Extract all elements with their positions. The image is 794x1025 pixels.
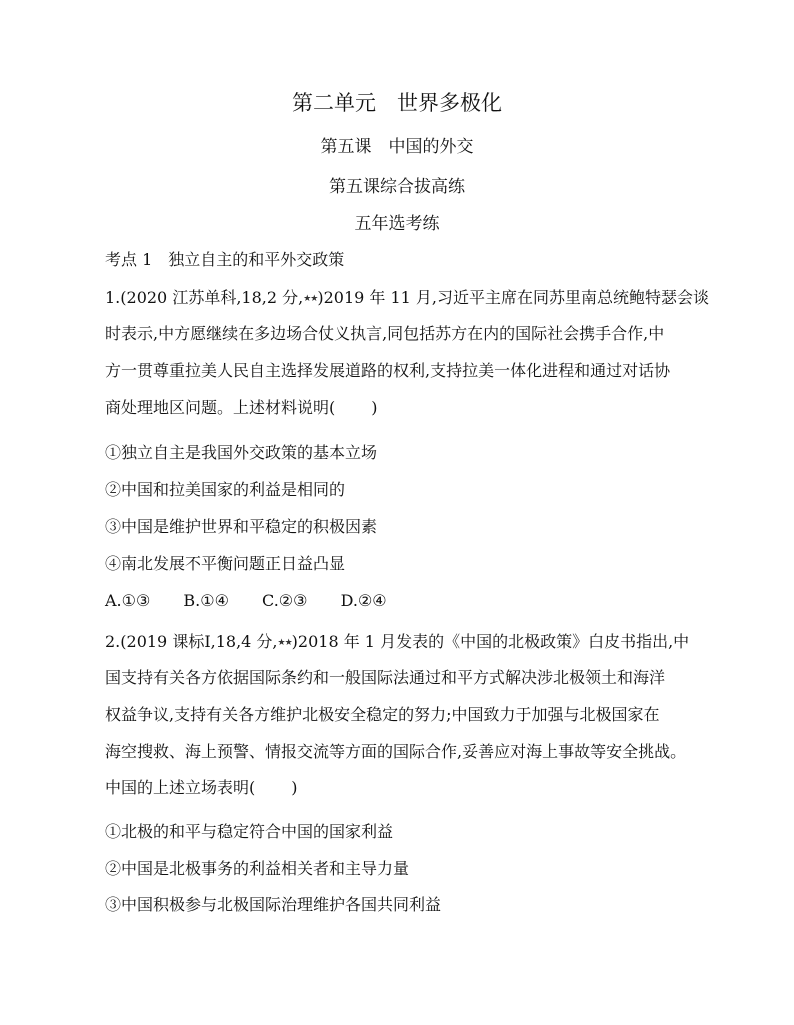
- q2-option-2: ②中国是北极事务的利益相关者和主导力量: [105, 859, 410, 878]
- q1-option-3: ③中国是维护世界和平稳定的积极因素: [105, 517, 378, 536]
- q1-answer-b: B.①④: [183, 591, 229, 610]
- q1-option-1: ①独立自主是我国外交政策的基本立场: [105, 443, 378, 462]
- difficulty-stars-icon: ★★: [303, 294, 318, 304]
- q1-option-2: ②中国和拉美国家的利益是相同的: [105, 480, 346, 499]
- q1-line-3: 方一贯尊重拉美人民自主选择发展道路的权利,支持拉美一体化进程和通过对话协: [105, 361, 671, 380]
- q1-answer-c: C.②③: [262, 591, 308, 610]
- q1-answer-choices: [105, 591, 415, 611]
- q2-option-1: ①北极的和平与稳定符合中国的国家利益: [105, 822, 394, 841]
- topic-heading: 考点 1 独立自主的和平外交政策: [105, 250, 345, 269]
- unit-title: 第二单元 世界多极化: [292, 91, 502, 115]
- q1-line-1: [105, 288, 709, 309]
- section-title: 第五课综合拔高练: [329, 177, 465, 197]
- q1-paren-close: ): [371, 398, 378, 417]
- subtitle: 五年选考练: [354, 214, 440, 234]
- q1-answer-d: D.②④: [340, 591, 387, 610]
- q1-line-4: [105, 398, 378, 418]
- q2-text: )2018 年 1 月发表的《中国的北极政策》白皮书指出,中: [291, 632, 690, 651]
- q1-text: )2019 年 11 月,习近平主席在同苏里南总统鲍特瑟会谈: [317, 288, 710, 307]
- q1-answer-a: A.①③: [105, 591, 151, 610]
- q2-paren-close: ): [291, 778, 298, 797]
- q2-line-5: [105, 778, 298, 798]
- q1-line-2: 时表示,中方愿继续在多边场合仗义执言,同包括苏方在内的国际社会携手合作,中: [105, 324, 665, 343]
- q2-line-4: 海空搜救、海上预警、情报交流等方面的国际合作,妥善应对海上事故等安全挑战。: [105, 742, 687, 761]
- q1-source: 1.(2020 江苏单科,18,2 分,: [105, 288, 304, 307]
- q2-line-1: [105, 632, 689, 653]
- q2-option-3: ③中国积极参与北极国际治理维护各国共同利益: [105, 895, 442, 914]
- q1-option-4: ④南北发展不平衡问题正日益凸显: [105, 554, 346, 573]
- q2-line-3: 权益争议,支持有关各方维护北极安全稳定的努力;中国致力于加强与北极国家在: [105, 705, 660, 724]
- difficulty-stars-icon: ★★: [277, 638, 292, 648]
- q2-source: 2.(2019 课标Ⅰ,18,4 分,: [105, 632, 278, 651]
- lesson-title: 第五课 中国的外交: [320, 137, 474, 157]
- q1-stem-end: 商处理地区问题。上述材料说明(: [105, 398, 336, 417]
- q2-line-2: 国支持有关各方依据国际条约和一般国际法通过和平方式解决涉北极领土和海洋: [105, 668, 666, 687]
- q2-stem-end: 中国的上述立场表明(: [105, 778, 256, 797]
